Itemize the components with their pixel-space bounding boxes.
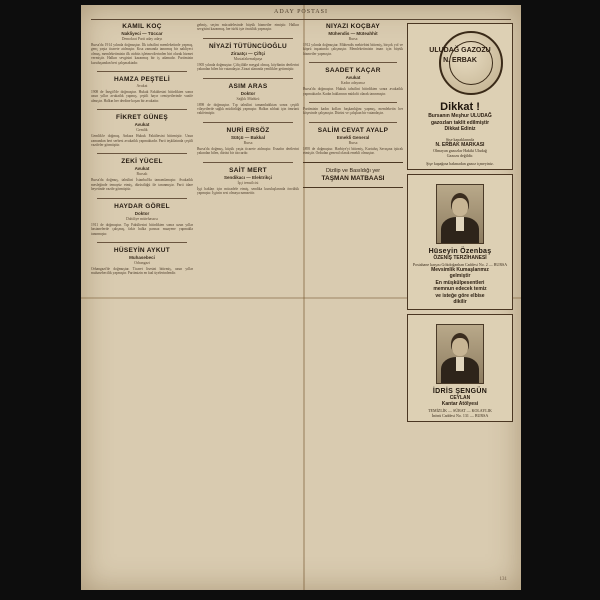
- candidate-role: Sendikacı — Elektrikçi: [223, 174, 273, 180]
- candidate-name: NİYAZİ KOÇBAY: [326, 23, 380, 30]
- candidate-role: Avukat: [134, 166, 150, 172]
- candidate-bio: 1911 de doğmuştur. Tıp Fakültesini bitirdikten sonra uzun yıllar hastanelerde çalışmış, fakir halka parasız muayene yapmakla tanınmıştır.: [91, 222, 193, 236]
- printer-credit: [303, 162, 403, 188]
- candidate-bio: 1905 yılında doğmuştur. Çiftçilikle meşgul olmuş, köylünün dertlerini yakından bilen bir vatandaştır. Ziraat alanında yenilikler getirmiştir.: [197, 62, 299, 72]
- candidate-entry: [91, 158, 193, 191]
- candidate-name: ASIM ARAS: [228, 82, 268, 90]
- ad-line-5: ve isteğe göre elbise: [435, 292, 485, 299]
- candidate-entry: [303, 107, 403, 116]
- divider: [203, 122, 293, 123]
- column-3: [303, 23, 403, 583]
- ad-info-3: Olmayan gazozlar Hakiki Uludağ: [433, 148, 487, 153]
- ad-warning-2: gazozları taklit edilmiştir: [430, 119, 490, 126]
- ad-ceylan-kantar: [407, 314, 513, 422]
- page-number: 131: [499, 577, 507, 582]
- candidate-name: SAİT MERT: [229, 166, 267, 174]
- divider: [97, 198, 187, 199]
- candidate-subtitle: Kadın adayımız: [340, 81, 366, 86]
- candidate-name: HÜSEYİN AYKUT: [113, 246, 171, 254]
- candidate-subtitle: Bursa: [243, 140, 253, 145]
- candidate-entry: [91, 76, 193, 103]
- ad-info-1: Şişe kapaklarında: [445, 136, 475, 142]
- ad-address: Postahane karşısı Gökdoğanhan Caddesi No. 2 — BURSA: [412, 261, 508, 267]
- divider: [97, 153, 187, 154]
- divider: [309, 62, 397, 63]
- candidate-role: Doktor: [134, 210, 150, 216]
- candidate-bio: 1895 de doğmuştur. Harbiye'yi bitirmiş, Kurtuluş Savaşına iştirak etmiştir. Ordudan general olarak emekli olmuştur.: [303, 146, 403, 156]
- candidate-bio: gelmiş, seçim mücadelesinde büyük hizmetler etmiştir. Halkın sevgisini kazanmış, her türlü işte öncülük yapmıştır.: [197, 23, 299, 32]
- candidate-bio: Bursa'da doğmuştur. Hukuk tahsilini bitirdikten sonra avukatlık yapmaktadır. Kadın haklarının müdafii olarak tanınmıştır.: [303, 87, 403, 96]
- candidate-bio: Bursa'da 1914 yılında doğmuştur. İlk tahsilini memleketinde yapmış, genç yaşta ticarete atılmıştır. Kısa zamanda tanınmış bir nakliyeci olmuş, memleketimizin ilk otobüs işletmecilerinden biri olarak hizmet vermiştir. Halkın sevgisini kazanmış bir iş adamıdır. Partimizin kuruluşundan beri çalışmaktadır.: [91, 43, 193, 65]
- ad-info-4: Gazozu değildir.: [446, 153, 474, 158]
- candidate-entry: [197, 43, 299, 72]
- candidate-bio: 1898 de doğmuştur. Tıp tahsilini tamamladıktan sonra çeşitli vilayetlerde sağlık müdürlüğü yapmıştır. Halkın sıhhati için ömrünü vakfetmiştir.: [197, 102, 299, 116]
- header-rule: [91, 19, 511, 20]
- printer-name: TAŞMAN MATBAASI: [321, 174, 385, 182]
- candidate-name: SAADET KAÇAR: [325, 67, 381, 75]
- candidate-name: KÂMİL KOÇ: [122, 23, 162, 30]
- divider: [203, 78, 293, 79]
- candidate-role: Nakliyeci — Tüccar: [121, 31, 163, 36]
- candidate-subtitle: Bursa: [348, 37, 358, 41]
- candidate-name: NURİ ERSÖZ: [226, 126, 270, 134]
- ad-shop-name: CEYLAN: [449, 394, 471, 401]
- divider: [203, 38, 293, 39]
- column-1: [91, 23, 193, 583]
- candidate-name: SALİM CEVAT AYALP: [317, 126, 389, 134]
- ad-slogan: TEMİZLİK — SÜRAT — KOLAYLIK: [428, 407, 492, 413]
- candidate-name: ZEKİ YÜCEL: [121, 158, 163, 166]
- candidate-bio: 1908 de İnegöl'de doğmuştur. Hukuk Fakültesini bitirdikten sonra uzun yıllar avukatlık yapmış, çeşitli hayır cemiyetlerinde vazife almıştır. Halkın her derdine koşan bir avukattır.: [91, 90, 193, 103]
- candidate-name: HAMZA PEŞTELİ: [113, 76, 171, 84]
- candidate-subtitle: Avukat: [136, 84, 148, 89]
- ad-uludag-gazoz: [407, 23, 513, 170]
- candidate-role: Avukat: [134, 122, 150, 128]
- ad-ozenis-tailor: [407, 174, 513, 310]
- candidate-subtitle: Mustafakemalpaşa: [233, 56, 263, 61]
- candidate-subtitle: Sağlık Müdürü: [236, 96, 260, 101]
- ad-line-4: memnun edecek temiz: [433, 286, 487, 292]
- ad-shop-name: ÖZENİŞ TERZİHANESİ: [433, 255, 487, 261]
- ad-person-name: Hüseyin Özenbaş: [428, 248, 492, 255]
- gazoz-logo: [411, 27, 509, 101]
- ads-column: [407, 23, 513, 583]
- ad-shop-type: Kantar Atölyesi: [441, 401, 479, 407]
- ad-info-2: N. ERBAK MARKASI: [435, 141, 485, 148]
- candidate-subtitle: Bursalı: [136, 172, 148, 177]
- candidate-entry: [197, 127, 299, 156]
- divider: [309, 122, 397, 123]
- candidate-bio: 1912 yılında doğmuştur. Mühendis mektebini bitirmiş, birçok yol ve köprü inşaatında çalışmıştır. Memleketimizin imarı için büyük hizmetler yapmıştır.: [303, 43, 403, 56]
- divider: [97, 71, 187, 72]
- divider: [203, 162, 293, 163]
- logo-maker: N. ERBAK: [443, 57, 477, 64]
- printer-line-1: Dizilip ve Basıldığı yer: [325, 167, 381, 174]
- candidate-role: Sütçü — Bakkal: [230, 134, 265, 140]
- divider: [97, 242, 187, 243]
- portrait-photo: [436, 324, 484, 384]
- candidate-entry: [91, 23, 193, 65]
- ad-warning-3: Dikkat Ediniz: [444, 126, 476, 132]
- masthead: ADAY POSTASI: [274, 9, 328, 15]
- candidate-subtitle: Dahiliye mütehassısı: [126, 216, 158, 221]
- candidate-bio: Bursa'da doğmuş, tahsilini İstanbul'da tamamlamıştır. Avukatlık mesleğinde temayüz etmiş, dürüstlüğü ile tanınmıştır. Parti idare heyetinde vazife görmüştür.: [91, 178, 193, 192]
- candidate-subtitle: Gemlik: [136, 128, 148, 133]
- candidate-subtitle: İşçi temsilcisi: [237, 180, 259, 185]
- ad-note: Şişe kapağına bakmadan gazoz içmeyiniz.: [426, 161, 494, 166]
- candidate-entry: [197, 23, 299, 32]
- divider: [97, 109, 187, 110]
- column-2: [197, 23, 299, 583]
- candidate-bio: Gemlik'te doğmuş, Ankara Hukuk Fakültesini bitirmiştir. Uzun zamandan beri serbest avukatlık yapmaktadır. Parti teşkilatında çeşitli vazifeler görmüştür.: [91, 134, 193, 148]
- candidate-bio: Partimizin kadın kolları başkanlığını yapmış, memleketin her köşesinde çalışmıştır. Dürüst ve çalışkan bir vatandaştır.: [303, 107, 403, 116]
- newspaper-page: [81, 5, 521, 590]
- candidate-role: Emekli General: [336, 134, 370, 140]
- ad-address: İnönü Caddesi No. 131 — BURSA: [431, 412, 489, 418]
- ad-line-6: dikilir: [453, 299, 467, 305]
- candidate-entry: [91, 203, 193, 236]
- candidate-entry: [91, 247, 193, 276]
- candidate-role: Mühendis — Müteahhit: [328, 31, 378, 36]
- ad-line-2: gelmiştir: [449, 273, 471, 279]
- ad-line-1: Mevsimlik Kumaşlarımız: [431, 266, 489, 273]
- candidate-subtitle: Bursa: [348, 140, 358, 145]
- candidate-bio: Bursa'da doğmuş, küçük yaşta ticarete atılmıştır. Esnafın dertlerini yakından bilen, dürüst bir tüccardır.: [197, 146, 299, 156]
- divider: [309, 102, 397, 103]
- candidate-subtitle: Demokrat Parti aday adayı: [121, 37, 163, 41]
- candidate-role: Avukat: [345, 75, 361, 81]
- candidate-bio: İşçi hakları için mücadele etmiş, sendika kuruluşlarında öncülük yapmıştır. İşçinin sesi olmaya namzettir.: [197, 186, 299, 196]
- candidate-entry: [91, 114, 193, 147]
- column-3-entries: [303, 23, 403, 156]
- candidate-entry: [197, 167, 299, 196]
- candidate-bio: Orhangazi'de doğmuştur. Ticaret lisesini bitirmiş, uzun yıllar muhasebecilik yapmıştır. Partimizin en faal üyelerindendir.: [91, 266, 193, 276]
- ad-warning-1: Bursanın Meşhur ULUDAĞ: [428, 113, 492, 119]
- candidate-role: Ziraatçı — Çiftçi: [230, 50, 266, 56]
- ad-line-3: En müşkülpesentleri: [435, 279, 485, 286]
- candidate-entry: [303, 67, 403, 96]
- candidate-name: NİYAZİ TÜTÜNCÜOĞLU: [208, 42, 288, 50]
- candidate-name: HAYDAR GÖREL: [114, 202, 170, 210]
- candidate-entry: [303, 127, 403, 156]
- ad-person-name: İDRİS ŞENGÜN: [432, 387, 488, 395]
- candidate-subtitle: Orhangazi: [134, 260, 150, 265]
- candidate-name: FİKRET GÜNEŞ: [116, 114, 168, 122]
- candidate-role: Muhasebeci: [129, 254, 155, 260]
- ad-headline: Dikkat !: [440, 101, 480, 113]
- logo-brand: ULUDAĞ GAZOZU: [429, 47, 491, 54]
- candidate-role: Doktor: [240, 90, 256, 96]
- candidate-entry: [197, 83, 299, 116]
- candidate-entry: [303, 23, 403, 56]
- portrait-photo: [436, 184, 484, 244]
